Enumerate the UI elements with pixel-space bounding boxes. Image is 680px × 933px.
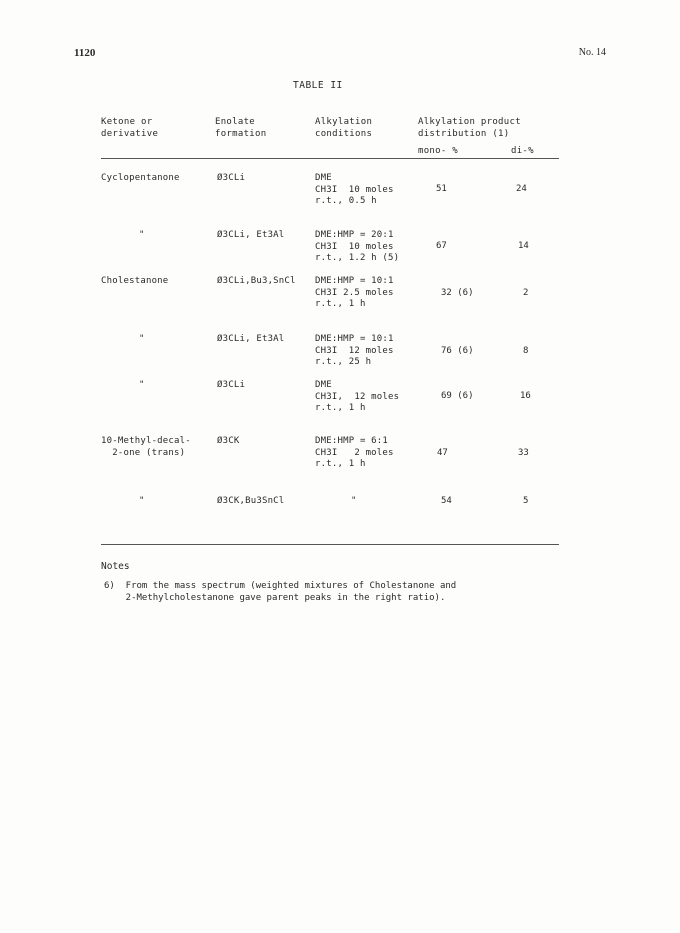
col-header-mono: mono- % bbox=[418, 146, 459, 156]
row6-enolate: Ø3CK bbox=[217, 436, 240, 446]
row5-mono: 69 (6) bbox=[441, 391, 474, 401]
header-rule bbox=[101, 158, 559, 159]
row7-enolate: Ø3CK,Bu3SnCl bbox=[217, 496, 285, 506]
row7-mono: 54 bbox=[441, 496, 452, 506]
row1-conditions: DME CH3I 10 moles r.t., 0.5 h bbox=[315, 173, 394, 206]
notes-title: Notes bbox=[101, 561, 130, 572]
row7-ketone: " bbox=[139, 496, 145, 506]
row2-mono: 67 bbox=[436, 241, 447, 251]
row2-conditions: DME:HMP = 20:1 CH3I 10 moles r.t., 1.2 h (5) bbox=[315, 230, 400, 263]
row2-enolate: Ø3CLi, Et3Al bbox=[217, 230, 285, 240]
row3-mono: 32 (6) bbox=[441, 288, 474, 298]
row5-enolate: Ø3CLi bbox=[217, 380, 246, 390]
col-header-enolate: Enolate formation bbox=[215, 117, 267, 139]
note-6: 6) From the mass spectrum (weighted mixtures of Cholestanone and 2-Methylcholestanone gave parent peaks in the right ratio). bbox=[104, 581, 457, 603]
row3-enolate: Ø3CLi,Bu3,SnCl bbox=[217, 276, 296, 286]
row1-di: 24 bbox=[516, 184, 527, 194]
col-header-conditions: Alkylation conditions bbox=[315, 117, 373, 139]
row7-conditions: " bbox=[351, 496, 357, 506]
row4-conditions: DME:HMP = 10:1 CH3I 12 moles r.t., 25 h bbox=[315, 334, 394, 367]
row6-ketone: 10-Methyl-decal- 2-one (trans) bbox=[101, 436, 191, 458]
page-number: 1120 bbox=[74, 47, 96, 59]
row4-ketone: " bbox=[139, 334, 145, 344]
row7-di: 5 bbox=[523, 496, 529, 506]
row2-di: 14 bbox=[518, 241, 529, 251]
row3-conditions: DME:HMP = 10:1 CH3I 2.5 moles r.t., 1 h bbox=[315, 276, 394, 309]
row3-di: 2 bbox=[523, 288, 529, 298]
row6-di: 33 bbox=[518, 448, 529, 458]
row2-ketone: " bbox=[139, 230, 145, 240]
row5-di: 16 bbox=[520, 391, 531, 401]
footer-rule bbox=[101, 544, 559, 545]
col-header-ketone: Ketone or derivative bbox=[101, 117, 159, 139]
journal-issue: No. 14 bbox=[578, 47, 606, 58]
col-header-distribution: Alkylation product distribution (1) bbox=[418, 117, 521, 139]
row6-conditions: DME:HMP = 6:1 CH3I 2 moles r.t., 1 h bbox=[315, 436, 394, 469]
table-title: TABLE II bbox=[293, 80, 343, 91]
row4-di: 8 bbox=[523, 346, 529, 356]
row4-enolate: Ø3CLi, Et3Al bbox=[217, 334, 285, 344]
row5-conditions: DME CH3I, 12 moles r.t., 1 h bbox=[315, 380, 400, 413]
col-header-di: di-% bbox=[511, 146, 534, 156]
row6-mono: 47 bbox=[437, 448, 448, 458]
row1-mono: 51 bbox=[436, 184, 447, 194]
row5-ketone: " bbox=[139, 380, 145, 390]
row3-ketone: Cholestanone bbox=[101, 276, 169, 286]
row4-mono: 76 (6) bbox=[441, 346, 474, 356]
row1-enolate: Ø3CLi bbox=[217, 173, 246, 183]
row1-ketone: Cyclopentanone bbox=[101, 173, 180, 183]
